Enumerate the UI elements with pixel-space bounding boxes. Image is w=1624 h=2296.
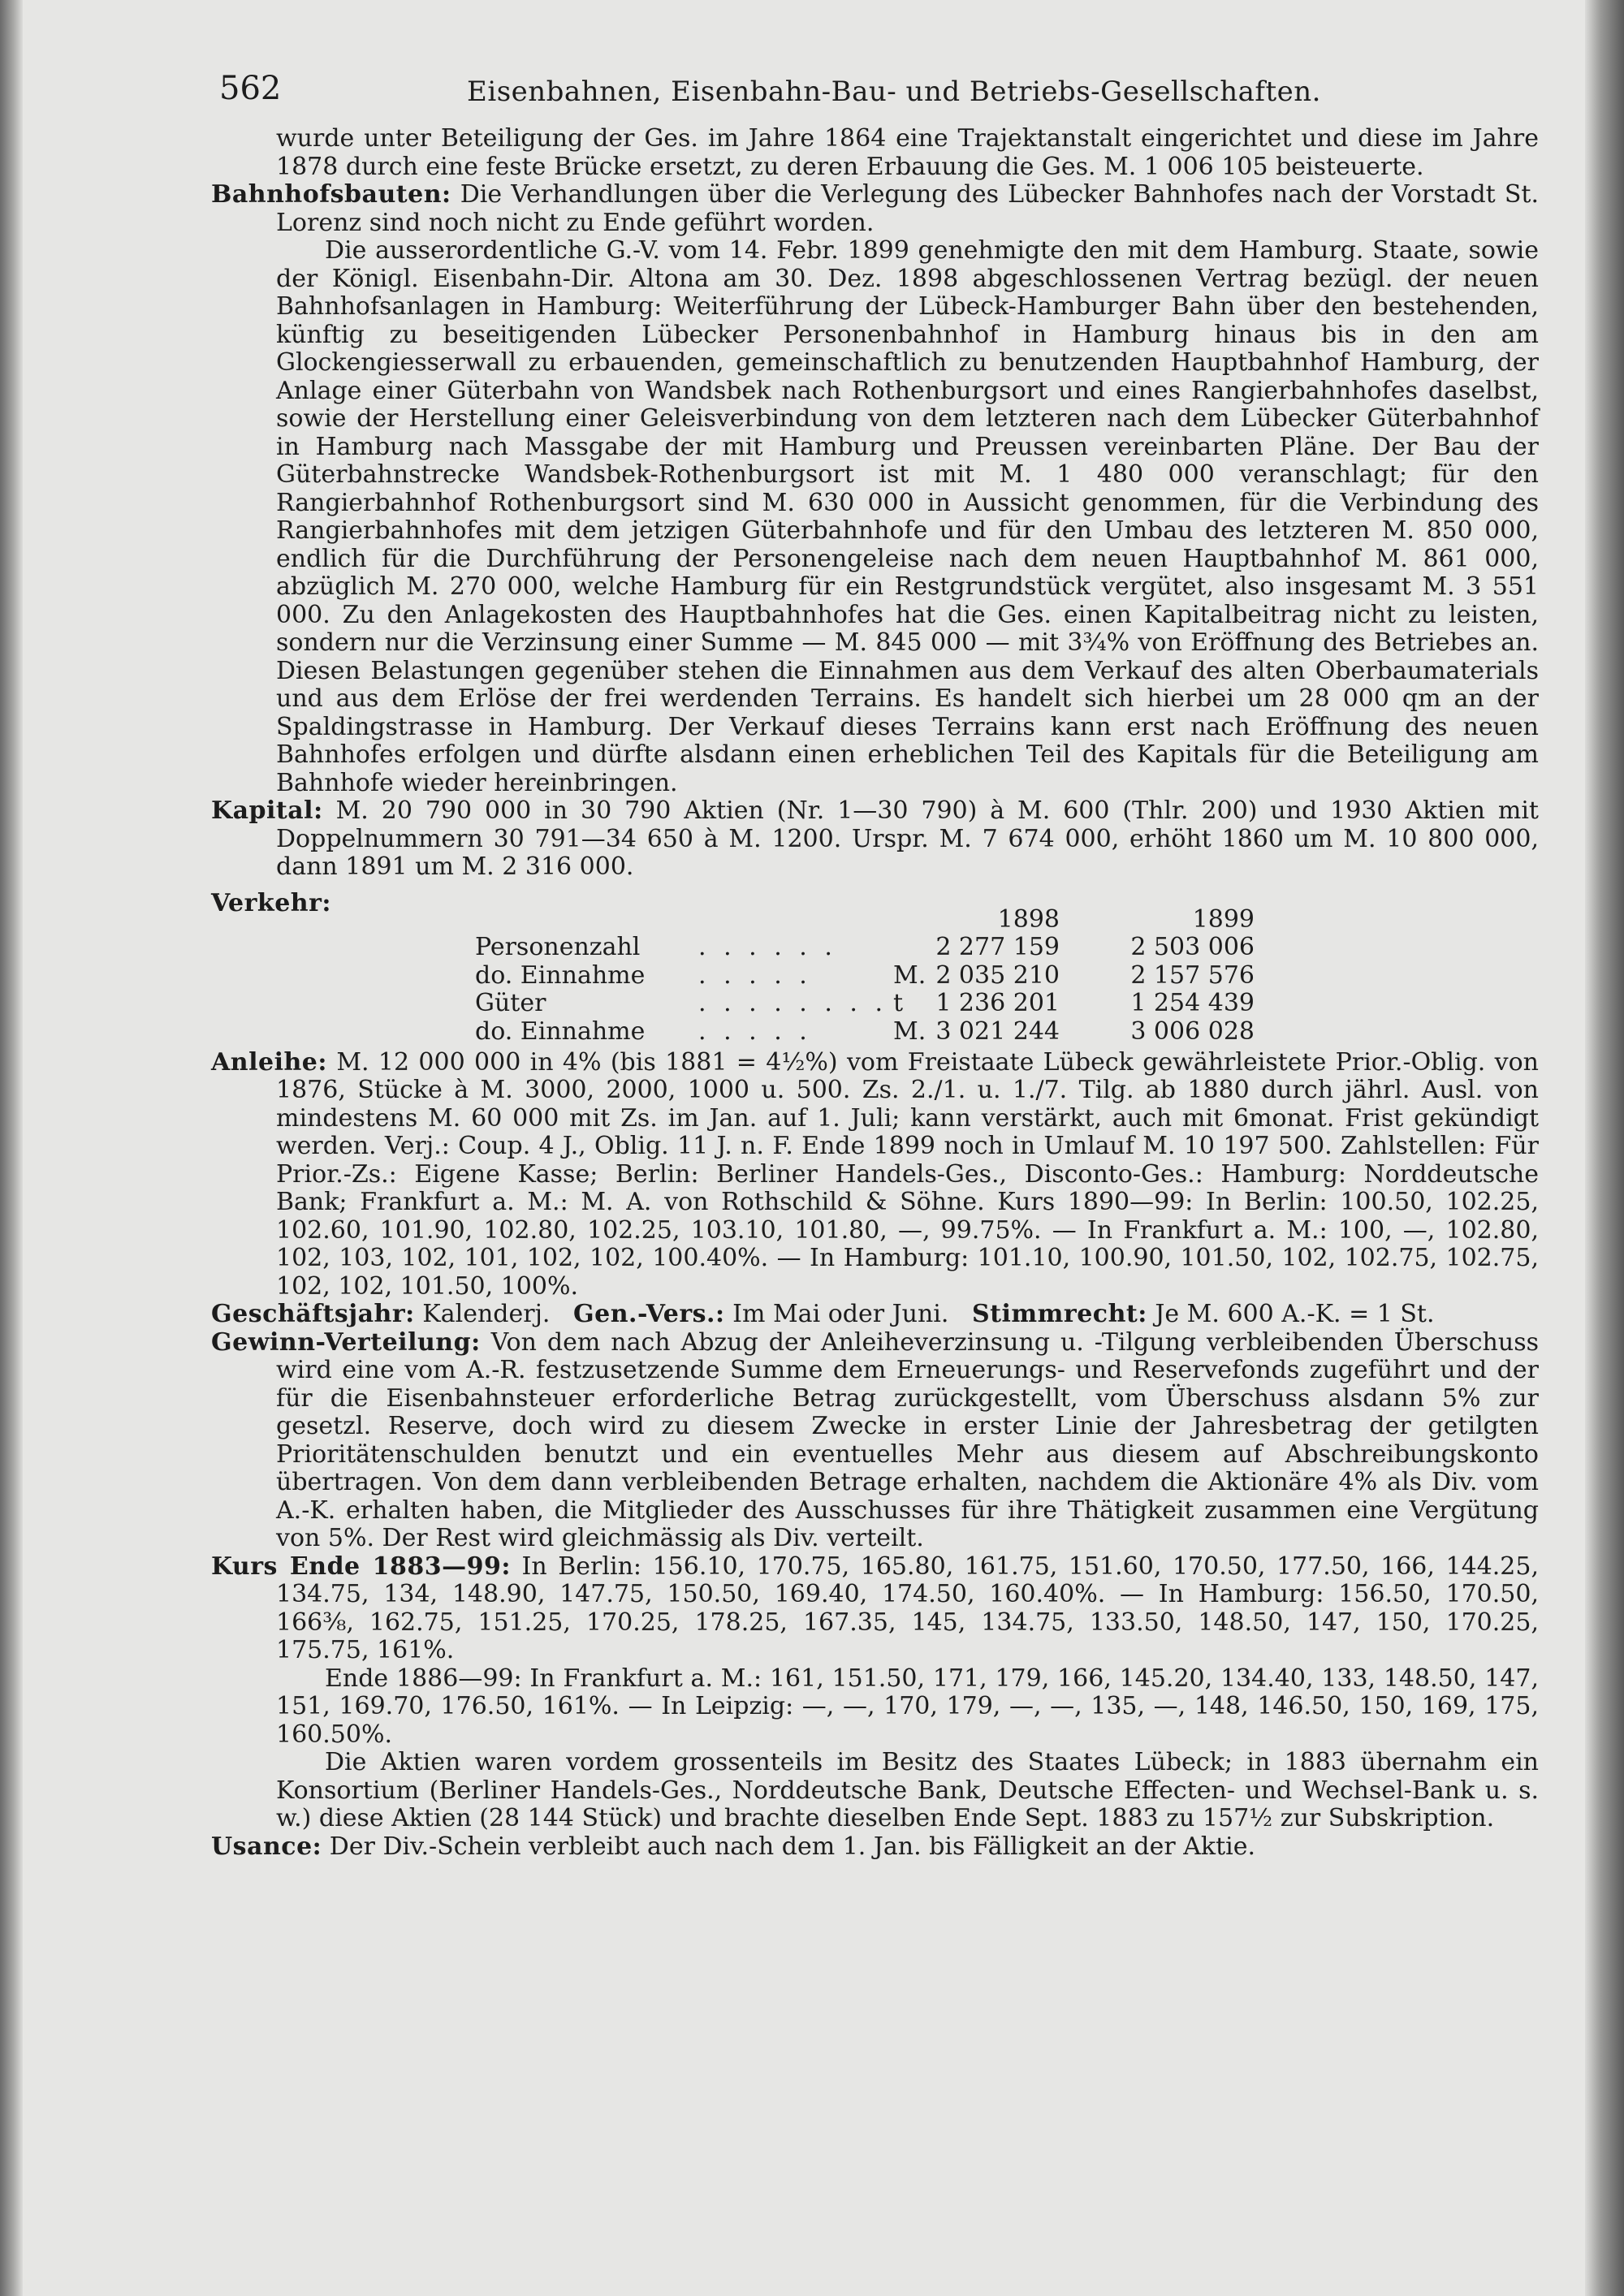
kurs-paragraph-2: Ende 1886—99: In Frankfurt a. M.: 161, 151.50, 171, 179, 166, 145.20, 134.40, 133, 148.50, 147, 151, 169.70, 176.50, 161%. — In Leipzig: —, —, 170, 179, —, —, 135, —, 148, 146.50, 150, 169, 175, 160.50%. — [276, 1664, 1539, 1749]
document-page — [187, 65, 1539, 2273]
row-label: Personenzahl — [475, 933, 641, 961]
cell-1899: 2 157 576 — [1130, 960, 1255, 990]
section-verkehr — [187, 890, 1539, 1049]
section-label: Gewinn-Verteilung: — [211, 1327, 481, 1357]
verkehr-table — [475, 906, 1255, 1047]
section-text: In Berlin: 156.10, 170.75, 165.80, 161.75, 151.60, 170.50, 177.50, 166, 144.25, 134.75, 134, 148.90, 147.75, 150.50, 169.40, 174.50, 160.40%. — In Hamburg: 156.50, 170.50, 166⅜, 162.75, 151.25, 170.25, 178.25, 167.35, 145, 134.75, 133.50, 148.50, 147, 150, 170.25, 175.75, 161%. — [276, 1552, 1539, 1664]
running-head: Eisenbahnen, Eisenbahn-Bau- und Betriebs-Gesellschaften. — [467, 76, 1321, 108]
section-text: Der Div.-Schein verbleibt auch nach dem 1. Jan. bis Fälligkeit an der Aktie. — [329, 1832, 1256, 1861]
section-kapital — [187, 797, 1539, 882]
table-row — [475, 934, 1255, 962]
section-text: M. 12 000 000 in 4% (bis 1881 = 4½%) vom Freistaate Lübeck gewährleistete Prior.-Oblig. von 1876, Stücke à M. 3000, 2000, 1000 u. 500. Zs. 2./1. u. 1./7. Tilg. ab 1880 durch jährl. Ausl. von mindestens M. 60 000 mit Zs. im Jan. auf 1. Juli; kann verstärkt, auch mit 6monat. Frist gekündigt werden. Verj.: Coup. 4 J., Oblig. 11 J. n. F. Ende 1899 noch in Umlauf M. 10 197 500. Zahlstellen: Für Prior.-Zs.: Eigene Kasse; Berlin: Berliner Handels-Ges., Disconto-Ges.: Hamburg: Norddeutsche Bank; Frankfurt a. M.: M. A. von Rothschild & Söhne. Kurs 1890—99: In Berlin: 100.50, 102.25, 102.60, 101.90, 102.80, 102.25, 103.10, 101.80, —, 99.75%. — In Frankfurt a. M.: 100, —, 102.80, 102, 103, 102, 101, 102, 102, 100.40%. — In Hamburg: 101.10, 100.90, 101.50, 102, 102.75, 102.75, 102, 102, 101.50, 100%. — [276, 1047, 1539, 1301]
section-label: Verkehr: — [211, 888, 331, 917]
cell-1898: 2 035 210 — [935, 960, 1060, 990]
section-geschaeftsjahr — [187, 1301, 1539, 1329]
section-label: Kurs Ende 1883—99: — [211, 1552, 511, 1581]
cell-1898: 1 236 201 — [935, 989, 1060, 1017]
row-label: do. Einnahme — [475, 960, 646, 990]
page-header — [187, 65, 1539, 114]
section-gewinn-verteilung — [187, 1329, 1539, 1553]
cell-1898: 3 021 244 — [935, 1016, 1060, 1046]
section-label: Anleihe: — [211, 1047, 327, 1077]
geschaeftsjahr-value: Kalenderj. — [422, 1300, 551, 1328]
scan-edge-left — [0, 0, 23, 2296]
section-text: M. 20 790 000 in 30 790 Aktien (Nr. 1—30 790) à M. 600 (Thlr. 200) und 1930 Aktien mit Doppelnummern 30 791—34 650 à M. 1200. Urspr. M. 7 674 000, erhöht 1860 um M. 10 800 000, dann 1891 um M. 2 316 000. — [276, 796, 1539, 881]
table-header-row — [475, 906, 1255, 934]
section-bahnhofsbauten — [187, 181, 1539, 237]
cell-1898: 2 277 159 — [935, 933, 1060, 961]
table-row — [475, 962, 1255, 990]
section-kurs — [187, 1553, 1539, 1665]
section-text: Von dem nach Abzug der Anleiheverzinsung u. -Tilgung verbleibenden Überschuss wird eine vom A.-R. festzusetzende Summe dem Erneuerungs- und Reservefonds zugeführt und der für die Eisenbahnsteuer erforderliche Betrag zurückgestellt, vom Überschuss alsdann 5% zur gesetzl. Reserve, doch wird zu diesem Zwecke in erster Linie der Jahresbetrag der getilgten Prioritätenschulden benutzt und ein eventuelles Mehr aus diesem auf Abschreibungskonto übertragen. Von dem dann verbleibenden Betrage erhalten, nachdem die Aktionäre 4% als Div. vom A.-K. erhalten haben, die Mitglieder des Ausschusses für ihre Thätigkeit zusammen eine Vergütung von 5%. Der Rest wird gleichmässig als Div. verteilt. — [276, 1327, 1539, 1552]
column-header: 1899 — [1192, 904, 1255, 934]
scan-edge-right — [1585, 0, 1624, 2296]
leader-dots: . . . . . — [698, 960, 812, 990]
row-unit — [893, 934, 930, 962]
section-label: Geschäftsjahr: — [211, 1300, 415, 1328]
stimmrecht-label: Stimmrecht: — [972, 1300, 1147, 1328]
intro-paragraph: wurde unter Beteiligung der Ges. im Jahre 1864 eine Trajektanstalt eingerichtet und diese im Jahre 1878 durch eine feste Brücke ersetzt, zu deren Erbauung die Ges. M. 1 006 105 beisteuerte. — [276, 124, 1539, 181]
section-text: Die Verhandlungen über die Verlegung des Lübecker Bahnhofes nach der Vorstadt St. Lorenz sind noch nicht zu Ende geführt worden. — [276, 180, 1539, 237]
row-unit: M. — [893, 1016, 926, 1046]
leader-dots: . . . . . . . . — [698, 989, 888, 1017]
bahnhofsbauten-paragraph: Die ausserordentliche G.-V. vom 14. Febr. 1899 genehmigte den mit dem Hamburg. Staate, sowie der Königl. Eisenbahn-Dir. Altona am 30. Dez. 1898 abgeschlossenen Vertrag bezügl. der neuen Bahnhofsanlagen in Hamburg: Weiterführung der Lübeck-Hamburger Bahn über den bestehenden, künftig zu beseitigenden Lübecker Personenbahnhof in Hamburg hinaus bis in den am Glockengiesserwall zu erbauenden, gemeinschaftlich zu benutzenden Hauptbahnhof Hamburg, der Anlage einer Güterbahn von Wandsbek nach Rothenburgsort und eines Rangierbahnhofes daselbst, sowie der Herstellung einer Geleisverbindung von dem letzteren nach dem Lübecker Güterbahnhof in Hamburg nach Massgabe der mit Hamburg und Preussen vereinbarten Pläne. Der Bau der Güterbahnstrecke Wandsbek-Rothenburgsort ist mit M. 1 480 000 veranschlagt; für den Rangierbahnhof Rothenburgsort sind M. 630 000 in Aussicht genommen, für die Verbindung des Rangierbahnhofes mit dem jetzigen Güterbahnhofe und für den Umbau des letzteren M. 850 000, endlich für die Durchführung der Personengeleise nach dem neuen Hauptbahnhof M. 861 000, abzüglich M. 270 000, welche Hamburg für ein Restgrundstück vergütet, also insgesamt M. 3 551 000. Zu den Anlagekosten des Hauptbahnhofes hat die Ges. einen Kapitalbeitrag nicht zu leisten, sondern nur die Verzinsung einer Summe — M. 845 000 — mit 3¾% von Eröffnung des Betriebes an. Diesen Belastungen gegenüber stehen die Einnahmen aus dem Verkauf des alten Oberbaumaterials und aus dem Erlöse der frei werdenden Terrains. Es handelt sich hierbei um 28 000 qm an der Spaldingstrasse in Hamburg. Der Verkauf dieses Terrains kann erst nach Eröffnung des neuen Bahnhofes erfolgen und dürfte alsdann einen erheblichen Teil des Kapitals für die Beteiligung am Bahnhofe wieder hereinbringen. — [276, 236, 1539, 797]
cell-1899: 1 254 439 — [1130, 989, 1255, 1017]
section-label: Usance: — [211, 1832, 322, 1861]
section-label: Kapital: — [211, 796, 323, 825]
stimmrecht-value: Je M. 600 A.-K. = 1 St. — [1155, 1300, 1435, 1328]
section-usance — [187, 1833, 1539, 1862]
table-row — [475, 990, 1255, 1018]
column-header: 1898 — [997, 904, 1060, 934]
section-anleihe — [187, 1049, 1539, 1301]
table-row — [475, 1018, 1255, 1047]
row-label: Güter — [475, 989, 546, 1017]
gen-vers-value: Im Mai oder Juni. — [732, 1300, 949, 1328]
kurs-paragraph-3: Die Aktien waren vordem grossenteils im Besitz des Staates Lübeck; in 1883 übernahm ein Konsortium (Berliner Handels-Ges., Norddeutsche Bank, Deutsche Effecten- und Wechsel-Bank u. s. w.) diese Aktien (28 144 Stück) und brachte dieselben Ende Sept. 1883 zu 157½ zur Subskription. — [276, 1748, 1539, 1832]
leader-dots: . . . . . — [698, 1016, 812, 1046]
cell-1899: 3 006 028 — [1130, 1016, 1255, 1046]
row-unit: M. — [893, 960, 926, 990]
page-number: 562 — [219, 70, 282, 107]
row-unit: t — [893, 989, 904, 1017]
section-label: Bahnhofsbauten: — [211, 180, 451, 209]
cell-1899: 2 503 006 — [1130, 933, 1255, 961]
gen-vers-label: Gen.-Vers.: — [573, 1300, 725, 1328]
row-label: do. Einnahme — [475, 1016, 646, 1046]
leader-dots: . . . . . . — [698, 933, 837, 961]
